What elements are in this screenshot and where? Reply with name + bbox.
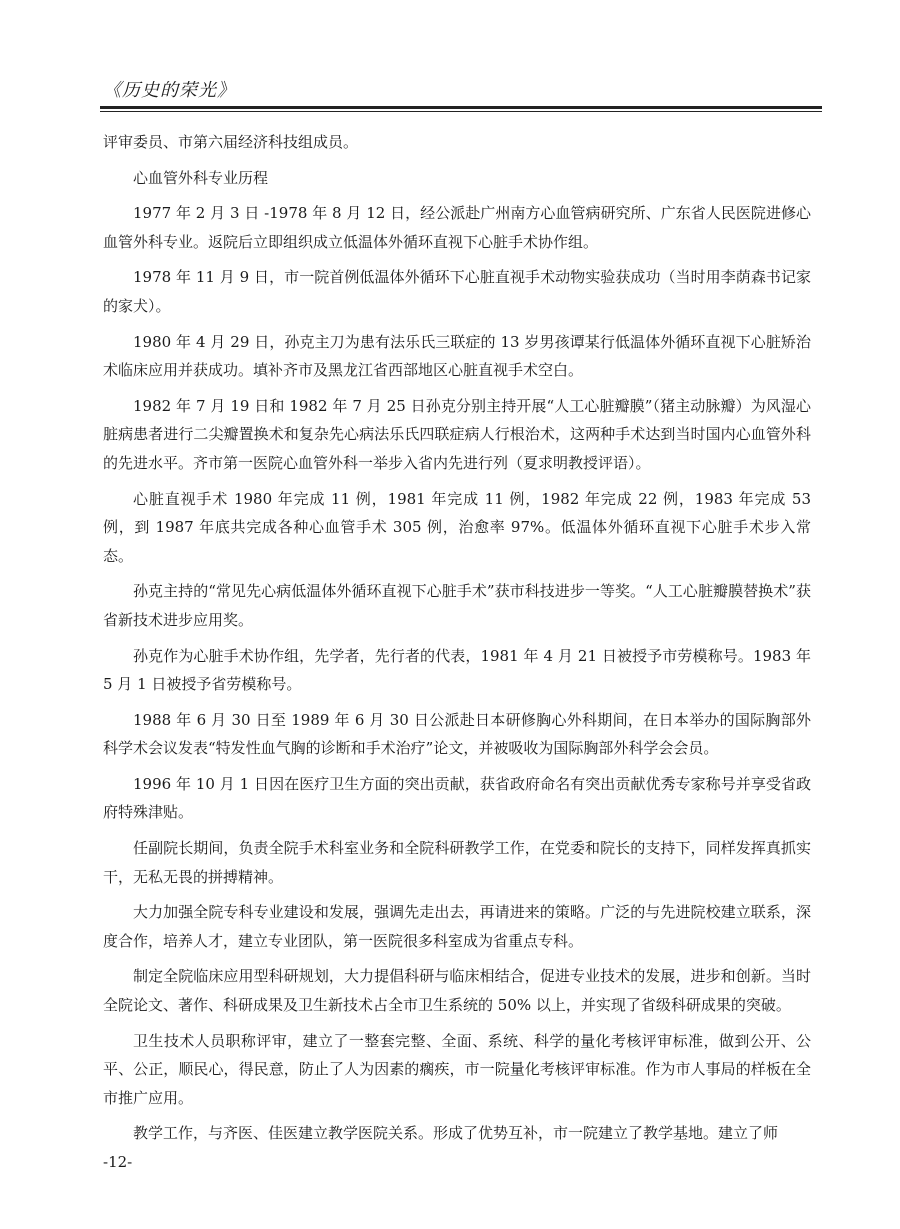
header-rule-thick [100, 106, 822, 109]
page-number: -12- [103, 1153, 133, 1171]
paragraph: 心脏直视手术 1980 年完成 11 例，1981 年完成 11 例，1982 年完成 22 例，1983 年完成 53 例，到 1987 年底共完成各种心血管手术 305 例，治愈率 97%。低温体外循环直视下心脏手术步入常态。 [103, 489, 811, 565]
section-heading: 心血管外科专业历程 [133, 168, 269, 187]
body-text [103, 128, 811, 1155]
paragraph: 1982 年 7 月 19 日和 1982 年 7 月 25 日孙克分别主持开展“人工心脏瓣膜”（猪主动脉瓣）为风湿心脏病患者进行二尖瓣置换术和复杂先心病法乐氏四联症病人行根治术，这两种手术达到当时国内心血管外科的先进水平。齐市第一医院心血管外科一举步入省内先进行列（夏求明教授评语）。 [103, 396, 811, 472]
paragraph: 1996 年 10 月 1 日因在医疗卫生方面的突出贡献，获省政府命名有突出贡献优秀专家称号并享受省政府特殊津贴。 [103, 774, 811, 822]
paragraph: 大力加强全院专科专业建设和发展，强调先走出去，再请进来的策略。广泛的与先进院校建立联系，深度合作，培养人才，建立专业团队，第一医院很多科室成为省重点专科。 [103, 903, 811, 950]
paragraph: 1988 年 6 月 30 日至 1989 年 6 月 30 日公派赴日本研修胸心外科期间，在日本举办的国际胸部外科学术会议发表“特发性血气胸的诊断和手术治疗”论文，并被吸收为国际胸部外科学会会员。 [103, 710, 811, 758]
paragraph: 1978 年 11 月 9 日，市一院首例低温体外循环下心脏直视手术动物实验获成功（当时用李荫森书记家的家犬）。 [103, 268, 811, 315]
paragraph: 孙克作为心脏手术协作组，先学者，先行者的代表，1981 年 4 月 21 日被授予市劳模称号。1983 年 5 月 1 日被授予省劳模称号。 [103, 646, 811, 694]
paragraph: 孙克主持的“常见先心病低温体外循环直视下心脏手术”获市科技进步一等奖。“人工心脏瓣膜替换术”获省新技术进步应用奖。 [103, 582, 811, 629]
paragraph: 卫生技术人员职称评审，建立了一整套完整、全面、系统、科学的量化考核评审标准，做到公开、公平、公正，顺民心，得民意，防止了人为因素的瘸疾，市一院量化考核评审标准。作为市人事局的样板在全市推广应用。 [103, 1031, 811, 1107]
paragraph: 教学工作，与齐医、佳医建立教学医院关系。形成了优势互补，市一院建立了教学基地。建立了师 [133, 1124, 779, 1143]
paragraph: 制定全院临床应用型科研规划，大力提倡科研与临床相结合，促进专业技术的发展，进步和创新。当时全院论文、著作、科研成果及卫生新技术占全市卫生系统的 50% 以上，并实现了省级科研成果的突破。 [103, 967, 811, 1015]
header-rule-thin [100, 111, 822, 112]
running-header-title: 《历史的荣光》 [103, 80, 236, 101]
paragraph: 1977 年 2 月 3 日 -1978 年 8 月 12 日，经公派赴广州南方心血管病研究所、广东省人民医院进修心血管外科专业。返院后立即组织成立低温体外循环直视下心脏手术协作组。 [103, 204, 811, 251]
paragraph: 任副院长期间，负责全院手术科室业务和全院科研教学工作，在党委和院长的支持下，同样发挥真抓实干，无私无畏的拼搏精神。 [103, 839, 811, 886]
paragraph-continuation: 评审委员、市第六届经济科技组成员。 [103, 133, 359, 151]
paragraph: 1980 年 4 月 29 日，孙克主刀为患有法乐氏三联症的 13 岁男孩谭某行低温体外循环直视下心脏矫治术临床应用并获成功。填补齐市及黑龙江省西部地区心脏直视手术空白。 [103, 332, 811, 380]
